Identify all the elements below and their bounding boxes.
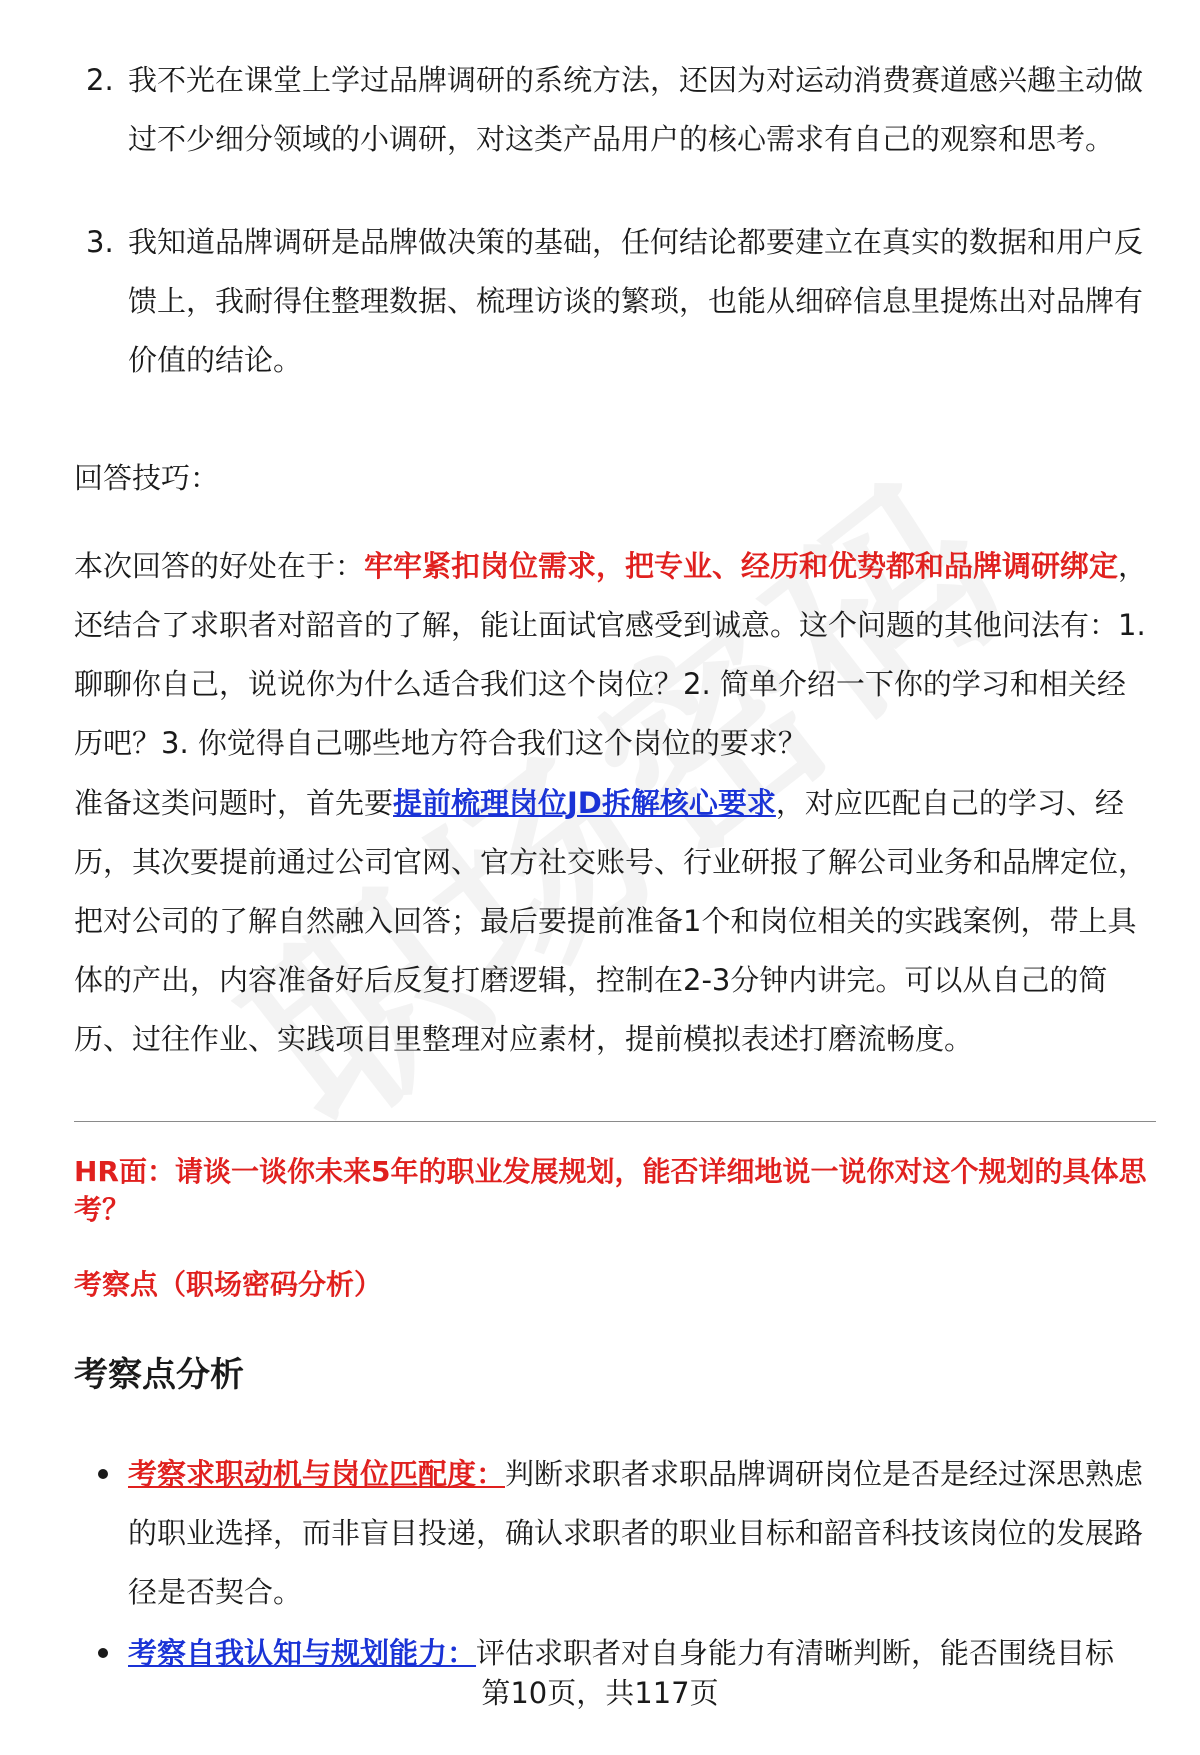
bullet-dot-icon: [98, 1469, 108, 1479]
list-number: 3.: [86, 225, 114, 259]
hr-question: HR面：请谈一谈你未来5年的职业发展规划，能否详细地说一说你对这个规划的具体思考？: [74, 1155, 1147, 1226]
bullet-label-link[interactable]: 考察自我认知与规划能力：: [128, 1636, 477, 1670]
tips-highlight: 牢牢紧扣岗位需求，把专业、经历和优势都和品牌调研绑定: [364, 549, 1119, 583]
kcd-heading: 考察点（职场密码分析）: [74, 1268, 383, 1301]
prep-link[interactable]: 提前梳理岗位JD拆解核心要求: [393, 786, 776, 820]
list-text: 我知道品牌调研是品牌做决策的基础，任何结论都要建立在真实的数据和用户反馈上，我耐得住整理数据、梳理访谈的繁琐，也能从细碎信息里提炼出对品牌有价值的结论。: [128, 225, 1144, 377]
bullet-text: 评估求职者对自身能力有清晰判断，能否围绕目标: [476, 1636, 1115, 1670]
prep-prefix: 准备这类问题时，首先要: [74, 786, 394, 820]
list-text: 我不光在课堂上学过品牌调研的系统方法，还因为对运动消费赛道感兴趣主动做过不少细分领域的小调研，对这类产品用户的核心需求有自己的观察和思考。: [128, 63, 1144, 156]
list-item: [86, 213, 1146, 390]
bullet-item: [98, 1445, 1158, 1622]
prep-suffix: ，对应匹配自己的学习、经历，其次要提前通过公司官网、官方社交账号、行业研报了解公司业务和品牌定位，把对公司的了解自然融入回答；最后要提前准备1个和岗位相关的实践案例，带上具体的产出，内容准备好后反复打磨逻辑，控制在2-3分钟内讲完。可以从自己的简历、过往作业、实践项目里整理对应素材，提前模拟表述打磨流畅度。: [74, 786, 1148, 1056]
list-number: 2.: [86, 63, 114, 97]
prep-paragraph: [74, 774, 1154, 1069]
bullet-label-link[interactable]: 考察求职动机与岗位匹配度：: [128, 1457, 506, 1491]
tips-paragraph: [74, 537, 1154, 773]
tips-suffix: ，还结合了求职者对韶音的了解，能让面试官感受到诚意。这个问题的其他问法有：1. 聊聊你自己，说说你为什么适合我们这个岗位？2. 简单介绍一下你的学习和相关经历吧？3. 你觉得自己哪些地方符合我们这个岗位的要求？: [74, 549, 1148, 760]
bullet-dot-icon: [98, 1648, 108, 1658]
list-item: [86, 51, 1146, 169]
tips-heading: 回答技巧：: [74, 461, 220, 495]
tips-prefix: 本次回答的好处在于：: [74, 549, 365, 583]
bullet-text: 判断求职者求职品牌调研岗位是否是经过深思熟虑的职业选择，而非盲目投递，确认求职者的职业目标和韶音科技该岗位的发展路径是否契合。: [128, 1457, 1144, 1609]
divider: [74, 1121, 1156, 1122]
page-number: 第10页，共117页: [481, 1676, 719, 1710]
analysis-heading: 考察点分析: [74, 1355, 244, 1395]
